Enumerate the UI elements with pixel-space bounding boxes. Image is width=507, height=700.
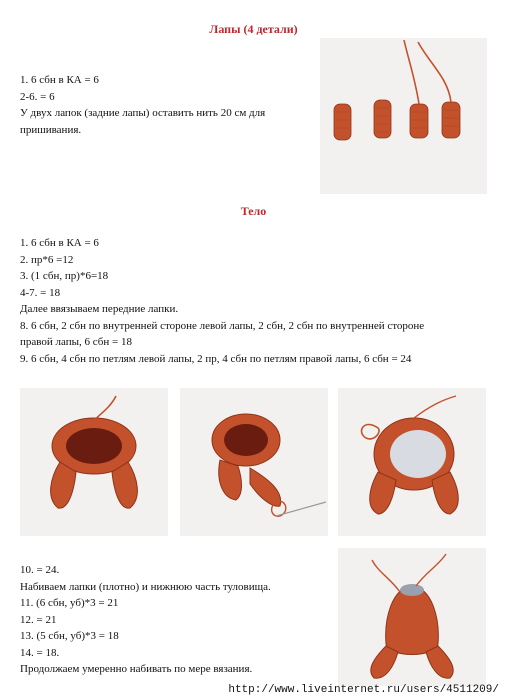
body-photo-3 (338, 388, 486, 536)
section-title-paws: Лапы (4 детали) (209, 22, 298, 36)
paws-line-2: 2-6. = 6 (20, 90, 55, 103)
body-line-3: 3. (1 сбн, пр)*6=18 (20, 270, 109, 282)
paws-photo (320, 38, 487, 194)
paws-line-4: пришивания. (20, 123, 82, 136)
body-instructions (20, 235, 424, 367)
body-cont-line-5: 13. (5 сбн, уб)*3 = 18 (20, 630, 119, 642)
body-line-6: 8. 6 сбн, 2 сбн по внутренней стороне левой лапы, 2 сбн, 2 сбн по внутренней стороне (20, 319, 425, 332)
body-photo-1 (20, 388, 168, 536)
body-line-7: правой лапы, 6 сбн = 18 (20, 336, 132, 348)
body-line-5: Далее ввязываем передние лапки. (20, 303, 179, 315)
body-line-1: 1. 6 сбн в КА = 6 (20, 237, 99, 249)
body-line-2: 2. пр*6 =12 (20, 253, 74, 266)
section-title-body: Тело (240, 204, 267, 218)
body-line-4: 4-7. = 18 (20, 286, 61, 299)
body-cont-line-2: Набиваем лапки (плотно) и нижнюю часть туловища. (20, 580, 271, 593)
paws-line-3: У двух лапок (задние лапы) оставить нить 20 см для (20, 107, 266, 119)
source-url: http://www.liveinternet.ru/users/4511209/ (228, 684, 499, 696)
body-photo-4 (338, 548, 486, 686)
body-photo-2 (180, 388, 328, 536)
body-cont-line-3: 11. (6 сбн, уб)*3 = 21 (20, 597, 119, 609)
body-continued-instructions (20, 562, 271, 678)
body-line-8: 9. 6 сбн, 4 сбн по петлям левой лапы, 2 пр, 4 сбн по петлям правой лапы, 6 сбн = 24 (20, 352, 412, 365)
paws-line-1: 1. 6 сбн в КА = 6 (20, 74, 99, 86)
body-cont-line-1: 10. = 24. (20, 564, 60, 576)
body-cont-line-7: Продолжаем умеренно набивать по мере вязания. (20, 663, 253, 675)
paws-instructions (20, 72, 265, 138)
body-cont-line-6: 14. = 18. (20, 646, 60, 659)
body-cont-line-4: 12. = 21 (20, 613, 57, 626)
